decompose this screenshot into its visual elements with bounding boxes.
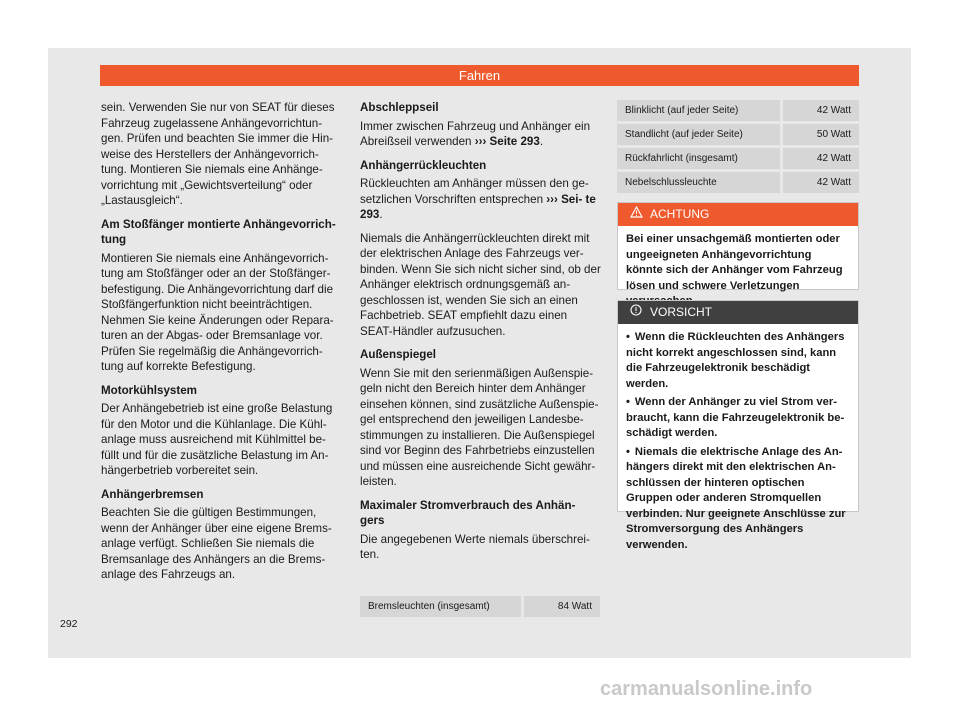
list-item: • Wenn die Rückleuchten des Anhängers nicht korrekt angeschlossen sind, kann die Fahrzeugelektronik beschädigt werden.	[626, 330, 850, 392]
paragraph: Rückleuchten am Anhänger müssen den ge- setzlichen Vorschriften entsprechen ››› Sei- te 293.	[360, 177, 596, 221]
paragraph: Beachten Sie die gültigen Bestimmungen, wenn der Anhänger über eine eigene Brems- anlage verfügt. Schließen Sie niemals die Bremsanlage des Anhängers an die Brems- anlage des Fahrzeugs an.	[101, 506, 332, 581]
column-left	[101, 100, 347, 591]
caution-body	[618, 324, 858, 564]
section-header: Fahren	[100, 65, 859, 86]
paragraph: sein. Verwenden Sie nur von SEAT für dieses Fahrzeug zugelassene Anhängevorrichtun- gen. Prüfen und beachten Sie immer die Hin- weise des Herstellers der Anhängevorrich- tung. Montieren Sie niemals eine Anhänge- vorrichtung mit „Gewichtsverteilung“ oder „Lastausgleich“.	[101, 101, 335, 207]
watermark: carmanualsonline.info	[600, 678, 813, 700]
heading-trailer-lights: Anhängerrückleuchten	[360, 158, 487, 172]
table-cell-label: Blinklicht (auf jeder Seite)	[617, 100, 782, 123]
heading-trailer-brakes: Anhängerbremsen	[101, 487, 204, 501]
heading-max-power: Maximaler Stromverbrauch des Anhän- gers	[360, 498, 576, 527]
warning-triangle-icon	[628, 203, 644, 226]
power-table-1	[360, 596, 600, 620]
table-cell-value: 42 Watt	[782, 171, 860, 195]
heading-tow-rope: Abschleppseil	[360, 101, 439, 114]
caution-title: VORSICHT	[650, 305, 713, 319]
warning-text: Bei einer unsachgemäß montierten oder ungeeigneten Anhängevorrichtung könnte sich der Anhänger vom Fahrzeug lösen und schwere Verletzungen	[626, 233, 843, 292]
page-reference-link[interactable]: ››› Sei- te 293	[360, 192, 596, 221]
table-cell-label: Nebelschlussleuchte	[617, 171, 782, 195]
paragraph: Die angegebenen Werte niemals überschrei- ten.	[360, 532, 590, 561]
list-item: • Niemals die elektrische Anlage des An- hängers direkt mit den elektrischen An- schlüssen der hinteren optischen Gruppen oder anderen Stromquellen verbinden. Nur geeignete Anschlüsse zur Stromversorgung des Anhängers verwenden.	[626, 445, 850, 554]
table-cell-label: Rückfahrlicht (insgesamt)	[617, 147, 782, 171]
column-middle	[360, 100, 602, 571]
heading-bumper-towbar: Am Stoßfänger montierte Anhängevorrich- tung	[101, 217, 336, 246]
list-item: • Wenn der Anhänger zu viel Strom ver- braucht, kann die Fahrzeugelektronik be- schädigt werden.	[626, 395, 850, 442]
heading-mirrors: Außenspiegel	[360, 348, 437, 361]
table-cell-value: 84 Watt	[523, 596, 601, 619]
heading-cooling: Motorkühlsystem	[101, 383, 197, 397]
table-cell-label: Standlicht (auf jeder Seite)	[617, 123, 782, 147]
table-cell-label: Bremsleuchten (insgesamt)	[360, 596, 523, 619]
table-row	[617, 171, 859, 195]
paragraph: Immer zwischen Fahrzeug und Anhänger ein Abreißseil verwenden ››› Seite 293.	[360, 119, 591, 148]
table-cell-value: 50 Watt	[782, 123, 860, 147]
warning-box	[617, 202, 859, 290]
warning-title: ACHTUNG	[650, 207, 710, 221]
table-row	[617, 100, 859, 123]
paragraph: Niemals die Anhängerrückleuchten direkt mit der elektrischen Anlage des Fahrzeugs ver- binden. Wenn Sie sich nicht sicher sind, ob der Anhänger elektrisch ordnungsgemäß an- geschlossen ist, wenden Sie sich an einen Fachbetrieb. SEAT empfiehlt dazu einen SEAT-Händler aufzusuchen.	[360, 231, 601, 338]
table-row	[617, 147, 859, 171]
table-cell-value: 42 Watt	[782, 100, 860, 123]
table-row	[360, 596, 600, 619]
info-circle-icon	[628, 301, 644, 324]
paragraph: Der Anhängebetrieb ist eine große Belastung für den Motor und die Kühlanlage. Die Kühl- anlage muss ausreichend mit Kühlmittel be- füllt und für die zusätzliche Belastung im An- hängerbetrieb vorbereitet sein.	[101, 402, 333, 477]
warning-header	[618, 203, 858, 226]
paragraph: Wenn Sie mit den serienmäßigen Außenspie- geln nicht den Bereich hinter dem Anhänger einsehen können, sind zusätzliche Außenspie- gel entsprechend den jeweiligen Landesbe- stimmungen zu installieren. Die Außenspiegel sind vor Beginn des Fahrbetriebs einzustellen und müssen eine ausreichende Sicht gewähr- leisten.	[360, 366, 599, 488]
table-cell-value: 42 Watt	[782, 147, 860, 171]
power-table-2	[617, 100, 859, 196]
table-row	[617, 123, 859, 147]
caution-box	[617, 300, 859, 551]
page-reference-link[interactable]: ››› Seite 293	[474, 135, 540, 148]
page-number: 292	[60, 618, 78, 630]
caution-header	[618, 301, 858, 324]
paragraph: Montieren Sie niemals eine Anhängevorrich- tung am Stoßfänger oder an der Stoßfänger- befestigung. Die Anhängevorrichtung darf die Stoßfängerfunktion nicht beeinträchtigen. Nehmen Sie keine Änderungen oder Repara- turen an der Abgas- oder Bremsanlage vor. Prüfen Sie regelmäßig die Anhängevorrich- tung auf korrekte Befestigung.	[101, 251, 334, 373]
